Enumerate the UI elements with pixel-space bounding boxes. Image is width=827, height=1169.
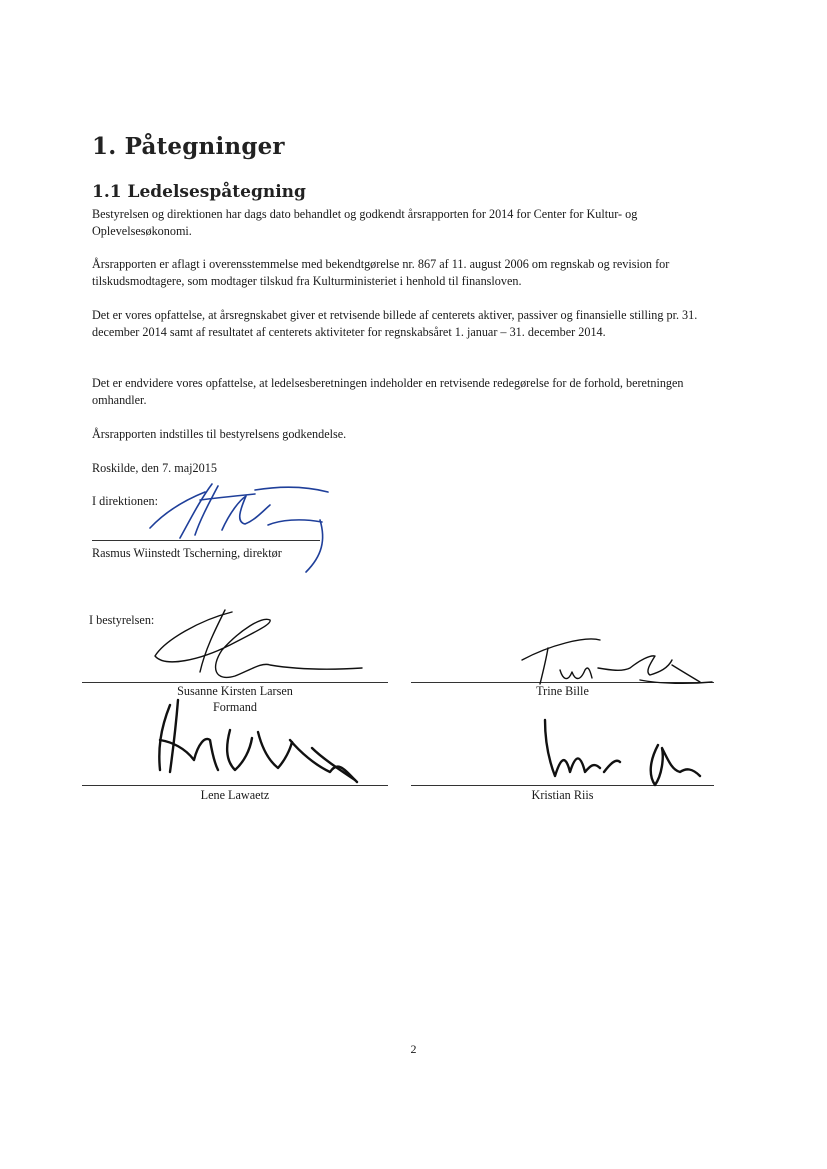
chair-signature	[155, 610, 362, 677]
board-chair-name: Susanne Kirsten Larsen	[177, 684, 293, 698]
director-signature	[150, 484, 328, 572]
paragraph-approval: Bestyrelsen og direktionen har dags dato behandlet og godkendt årsrapporten for 2014 for Center for Kultur- og Oplevelsesøkonomi.	[92, 207, 638, 238]
place-and-date: Roskilde, den 7. maj2015	[92, 461, 217, 475]
subsection-heading: 1.1 Ledelsespåtegning	[92, 182, 306, 202]
member3-signature	[159, 700, 357, 782]
board-chair-role: Formand	[212, 700, 257, 714]
section-heading: 1. Påtegninger	[92, 133, 285, 160]
direction-signer-name: Rasmus Wiinstedt Tscherning, direktør	[92, 546, 282, 560]
paragraph-opinion: Det er vores opfattelse, at årsregnskabet giver et retvisende billede af centerets aktiver, passiver og finansielle stilling pr. 31. december 2014 samt af resultatet af centerets aktiviteter for regnskabsåret 1. januar – 31. december 2014.	[92, 308, 698, 339]
paragraph-recommendation: Årsrapporten indstilles til bestyrelsens godkendelse.	[92, 427, 347, 441]
paragraph-management-report: Det er endvidere vores opfattelse, at ledelsesberetningen indeholder en retvisende redegørelse for de forhold, beretningen omhandler.	[92, 376, 684, 407]
board-member-name: Lene Lawaetz	[200, 788, 270, 802]
paragraph-compliance: Årsrapporten er aflagt i overensstemmelse med bekendtgørelse nr. 867 af 11. august 2006 om regnskab og revision for tilskudsmodtagere, som modtager tilskud fra Kulturministeriet i henhold til finansloven.	[92, 257, 670, 288]
direction-label: I direktionen:	[92, 494, 158, 508]
board-member-name: Trine Bille	[536, 684, 589, 698]
member4-signature	[545, 720, 700, 785]
board-label: I bestyrelsen:	[89, 613, 155, 627]
board-member-name: Kristian Riis	[531, 788, 594, 802]
page-number: 2	[410, 1042, 417, 1056]
member2-signature	[522, 639, 712, 684]
